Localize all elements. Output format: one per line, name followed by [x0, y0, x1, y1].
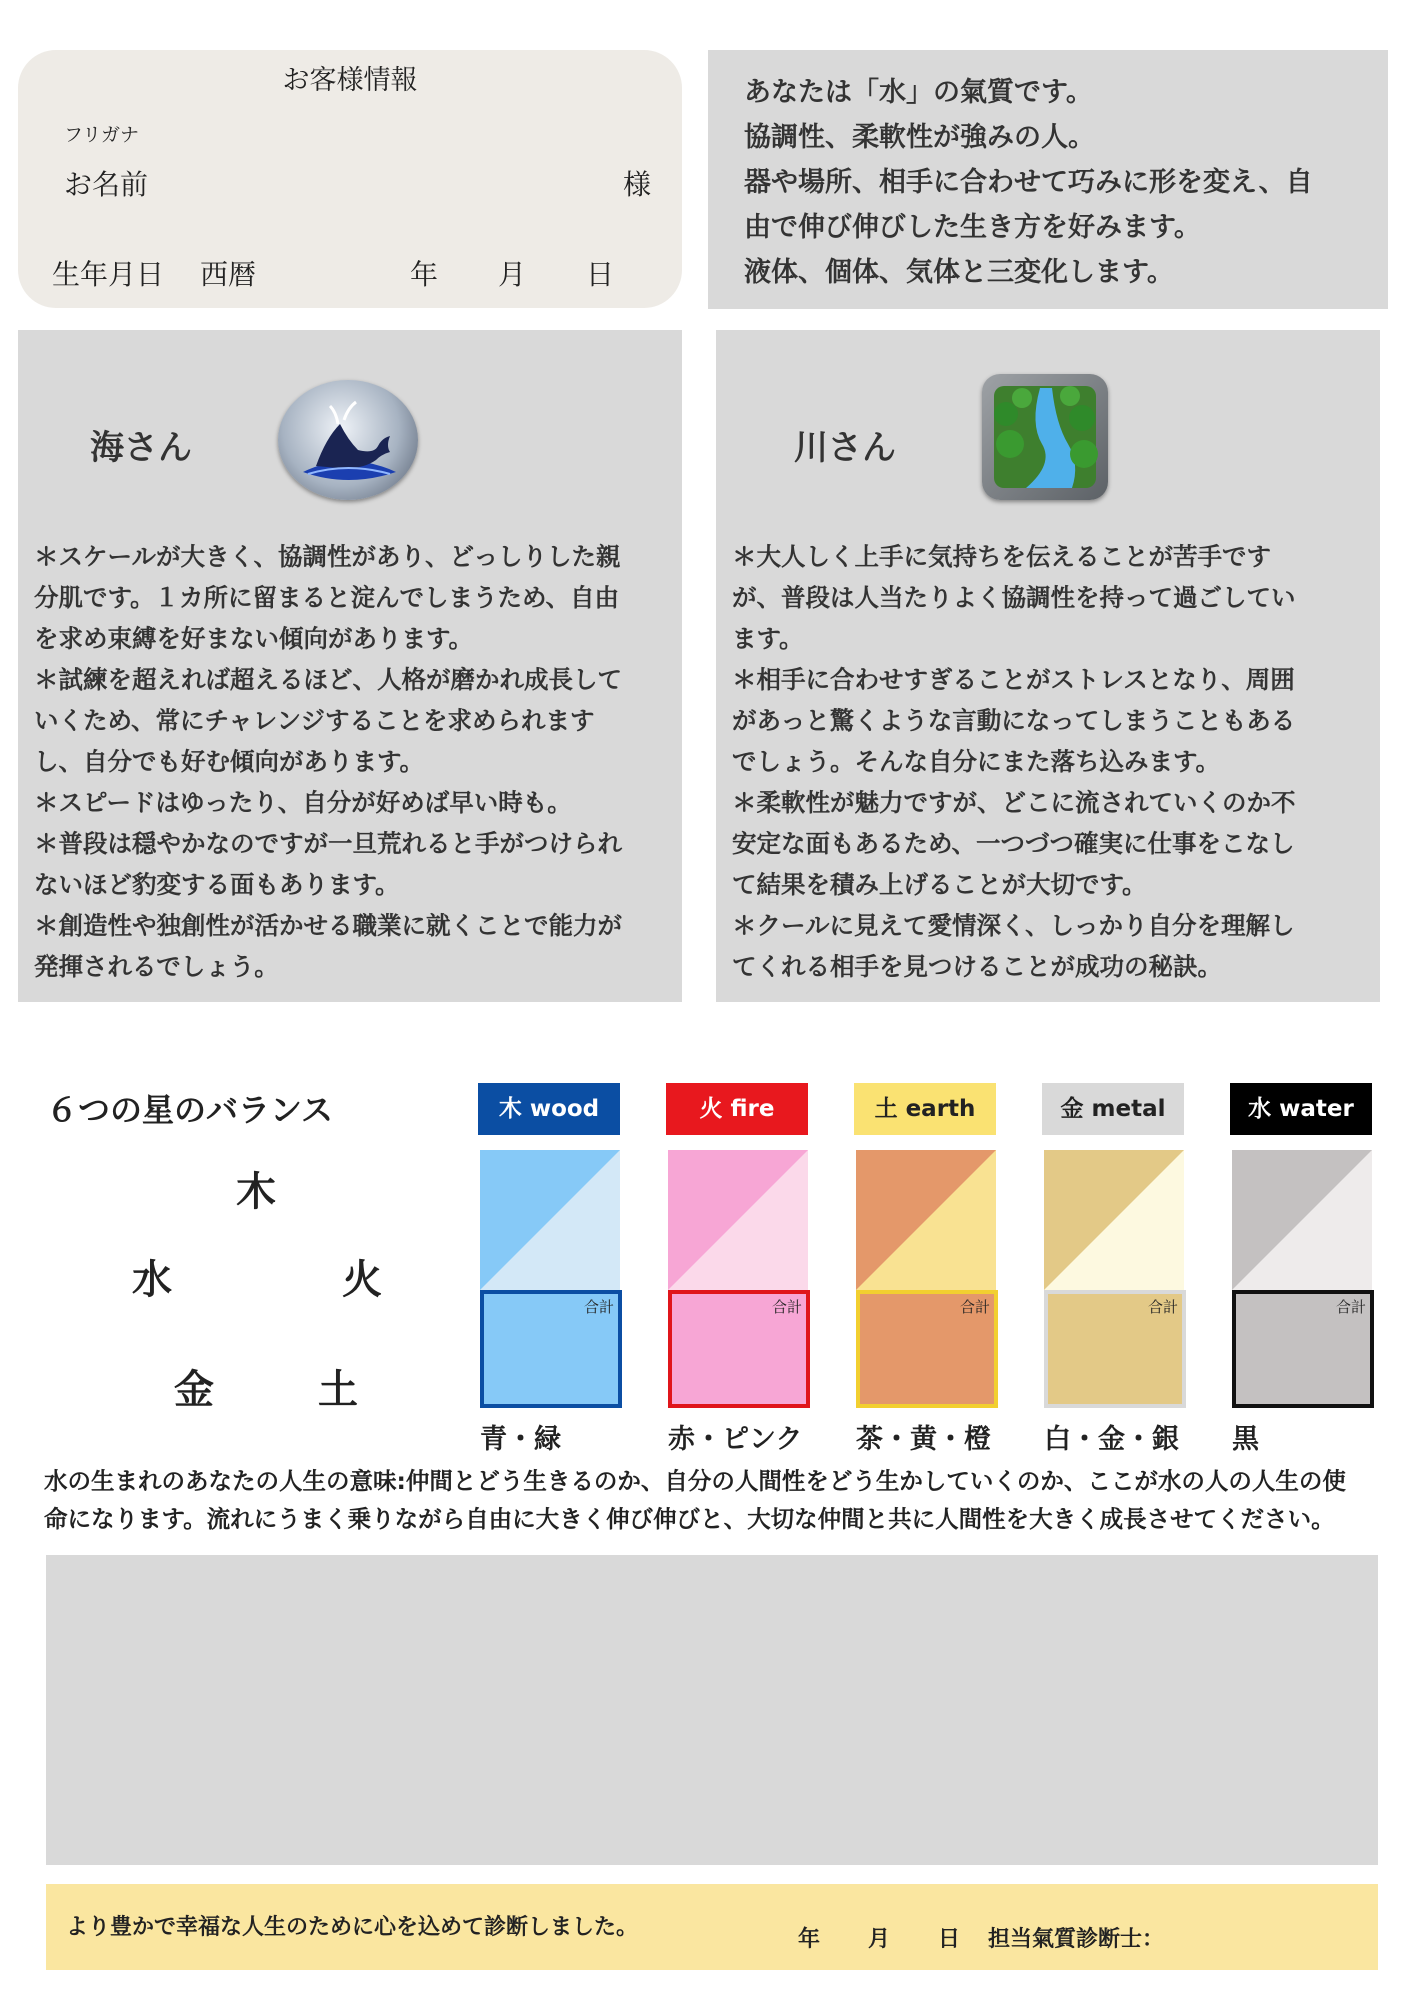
sea-line: し、自分でも好む傾向があります。 [34, 747, 425, 776]
balance-title: ６つの星のバランス [46, 1091, 334, 1129]
total-label: 合計 [1335, 1298, 1366, 1316]
total-label: 合計 [1147, 1298, 1178, 1316]
element-color-swatch [668, 1150, 808, 1290]
day-label: 日 [586, 258, 615, 291]
era-label: 西暦 [200, 258, 257, 291]
river-line: ます。 [732, 624, 804, 653]
sea-line: ないほど豹変する面もあります。 [34, 870, 400, 899]
element-total-box[interactable] [480, 1290, 622, 1408]
element-header: 土 earth [854, 1083, 996, 1135]
element-color-names: 茶・黄・橙 [856, 1424, 991, 1455]
year-label: 年 [410, 258, 439, 291]
river-line: が、普段は人当たりよく協調性を持って過ごしてい [732, 583, 1296, 612]
footer-bar [46, 1884, 1378, 1970]
element-header: 火 fire [666, 1083, 808, 1135]
element-color-names: 黒 [1232, 1424, 1259, 1455]
month-label: 月 [498, 258, 527, 291]
star-earth: 土 [318, 1367, 358, 1413]
river-title: 川さん [794, 428, 896, 468]
element-header: 金 metal [1042, 1083, 1184, 1135]
sea-description [34, 536, 674, 987]
river-line: ＊柔軟性が魅力ですが、どこに流されていくのか不 [732, 788, 1296, 817]
meaning-line: 水の生まれのあなたの人生の意味:仲間とどう生きるのか、自分の人間性をどう生かしていくのか、ここが水の人の人生の使 [44, 1467, 1346, 1495]
temperament-box [708, 50, 1388, 309]
total-label: 合計 [771, 1298, 802, 1316]
element-total-box[interactable] [668, 1290, 810, 1408]
element-color-names: 青・緑 [480, 1424, 561, 1455]
element-header: 水 water [1230, 1083, 1372, 1135]
footer-year: 年 [798, 1927, 821, 1952]
river-line: て結果を積み上げることが大切です。 [732, 870, 1147, 899]
sea-title: 海さん [90, 428, 192, 468]
temperament-line: 協調性、柔軟性が強みの人。 [744, 122, 1095, 153]
sea-line: 分肌です。１カ所に留まると淀んでしまうため、自由 [34, 583, 620, 612]
name-label: お名前 [64, 168, 149, 201]
temperament-line: あなたは「水」の氣質です。 [744, 77, 1093, 108]
element-total-box[interactable] [1044, 1290, 1186, 1408]
life-meaning [44, 1462, 1384, 1538]
sea-line: ＊スピードはゆったり、自分が好めば早い時も。 [34, 788, 572, 817]
river-line: ＊大人しく上手に気持ちを伝えることが苦手です [732, 542, 1271, 571]
temperament-line: 液体、個体、気体と三変化します。 [744, 257, 1174, 288]
total-label: 合計 [959, 1298, 990, 1316]
footer-month: 月 [868, 1927, 891, 1952]
sea-line: ＊スケールが大きく、協調性があり、どっしりした親 [34, 542, 621, 571]
sea-line: ＊創造性や独創性が活かせる職業に就くことで能力が [34, 911, 622, 940]
star-wood: 木 [236, 1169, 276, 1215]
customer-info-card [18, 50, 682, 308]
star-metal: 金 [174, 1367, 214, 1413]
river-description [732, 536, 1372, 987]
river-panel [716, 330, 1380, 1002]
river-line: 安定な面もあるため、一つづつ確実に仕事をこなし [732, 829, 1295, 858]
river-line: があっと驚くような言動になってしまうこともある [732, 706, 1296, 735]
river-icon [982, 374, 1108, 500]
temperament-line: 器や場所、相手に合わせて巧みに形を変え、自 [744, 167, 1313, 198]
element-color-swatch [1044, 1150, 1184, 1290]
river-line: ＊クールに見えて愛情深く、しっかり自分を理解し [732, 911, 1295, 940]
sea-panel [18, 330, 682, 1002]
sea-line: 発揮されるでしょう。 [34, 952, 279, 981]
name-suffix: 様 [623, 168, 652, 201]
river-line: てくれる相手を見つけることが成功の秘訣。 [732, 952, 1222, 981]
sea-line: ＊試練を超えれば超えるほど、人格が磨かれ成長して [34, 665, 622, 694]
footer-message: より豊かで幸福な人生のために心を込めて診断しました。 [66, 1915, 639, 1940]
sea-line: いくため、常にチャレンジすることを求められます [34, 706, 595, 735]
whale-icon [278, 380, 418, 500]
diagnostician-label: 担当氣質診断士： [988, 1927, 1165, 1952]
element-total-box[interactable] [1232, 1290, 1374, 1408]
footer-day: 日 [938, 1927, 961, 1952]
element-color-names: 赤・ピンク [668, 1424, 803, 1455]
meaning-line: 命になります。流れにうまく乗りながら自由に大きく伸び伸びと、大切な仲間と共に人間性を大きく成長させてください。 [44, 1505, 1335, 1533]
element-color-swatch [480, 1150, 620, 1290]
element-header: 木 wood [478, 1083, 620, 1135]
element-color-swatch [1232, 1150, 1372, 1290]
star-water: 水 [132, 1257, 172, 1303]
birth-label: 生年月日 [52, 258, 165, 291]
notes-area [46, 1555, 1378, 1865]
star-fire: 火 [342, 1257, 382, 1303]
river-line: ＊相手に合わせすぎることがストレスとなり、周囲 [732, 665, 1295, 694]
sea-line: ＊普段は穏やかなのですが一旦荒れると手がつけられ [34, 829, 622, 858]
element-color-swatch [856, 1150, 996, 1290]
sea-line: を求め束縛を好まない傾向があります。 [34, 624, 474, 653]
temperament-line: 由で伸び伸びした生き方を好みます。 [744, 212, 1201, 243]
element-color-names: 白・金・銀 [1044, 1424, 1179, 1455]
temperament-text [744, 70, 1313, 295]
total-label: 合計 [583, 1298, 614, 1316]
furigana-label: フリガナ [64, 124, 140, 146]
customer-info-title: お客様情報 [282, 65, 418, 96]
river-line: でしょう。そんな自分にまた落ち込みます。 [732, 747, 1221, 776]
element-total-box[interactable] [856, 1290, 998, 1408]
